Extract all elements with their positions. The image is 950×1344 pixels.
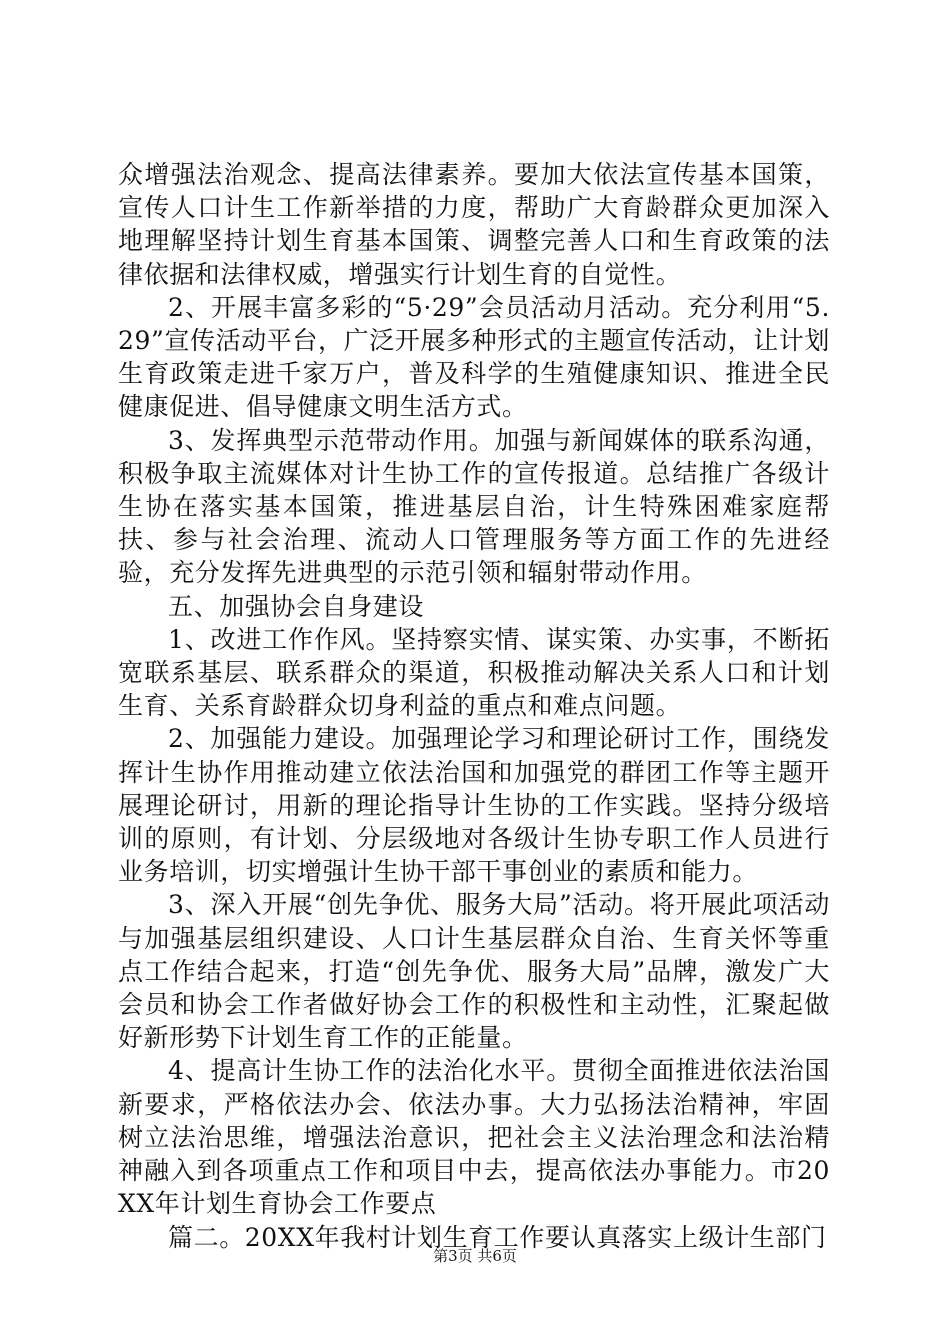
section-heading-5: 五、加强协会自身建设 <box>168 591 425 621</box>
paragraph-item-4-rule-of-law: 4、提高计生协工作的法治化水平。贯彻全面推进依法治国新要求，严格依法办会、依法办事。大力弘扬法治精神，牢固树立法治思维，增强法治意识，把社会主义法治理念和法治精神融入到各项重点工作和项目中去，提高依法办事能力。市20XX年计划生育协会工作要点 <box>118 1056 830 1219</box>
paragraph-item-3-model: 3、发挥典型示范带动作用。加强与新闻媒体的联系沟通，积极争取主流媒体对计生协工作的宣传报道。总结推广各级计生协在落实基本国策，推进基层自治，计生特殊困难家庭帮扶、参与社会治理、流动人口管理服务等方面工作的先进经验，充分发挥先进典型的示范引领和辐射带动作用。 <box>118 425 830 588</box>
paragraph-part-two: 篇二。20XX年我村计划生育工作要认真落实上级计生部门 <box>168 1222 827 1252</box>
paragraph-item-3-excellence: 3、深入开展“创先争优、服务大局”活动。将开展此项活动与加强基层组织建设、人口计生基层群众自治、生育关怀等重点工作结合起来，打造“创先争优、服务大局”品牌，激发广大会员和协会工作者做好协会工作的积极性和主动性，汇聚起做好新形势下计划生育工作的正能量。 <box>118 890 830 1053</box>
paragraph-item-1-workstyle: 1、改进工作作风。坚持察实情、谋实策、办实事，不断拓宽联系基层、联系群众的渠道，积极推动解决关系人口和计划生育、关系育龄群众切身利益的重点和难点问题。 <box>118 624 830 721</box>
paragraph-item-2-529: 2、开展丰富多彩的“5·29”会员活动月活动。充分利用“5.29”宣传活动平台，广泛开展多种形式的主题宣传活动，让计划生育政策走进千家万户，普及科学的生殖健康知识、推进全民健康促进、倡导健康文明生活方式。 <box>118 292 830 422</box>
document-body <box>118 158 830 1254</box>
page-number-footer: 第3页 共6页 <box>433 1247 517 1265</box>
paragraph-item-2-capability: 2、加强能力建设。加强理论学习和理论研讨工作，围绕发挥计生协作用推动建立依法治国和加强党的群团工作等主题开展理论研讨，用新的理论指导计生协的工作实践。坚持分级培训的原则，有计划、分层级地对各级计生协专职工作人员进行业务培训，切实增强计生协干部干事创业的素质和能力。 <box>118 724 830 887</box>
paragraph-continuation: 众增强法治观念、提高法律素养。要加大依法宣传基本国策，宣传人口计生工作新举措的力度，帮助广大育龄群众更加深入地理解坚持计划生育基本国策、调整完善人口和生育政策的法律依据和法律权威，增强实行计划生育的自觉性。 <box>118 160 830 289</box>
